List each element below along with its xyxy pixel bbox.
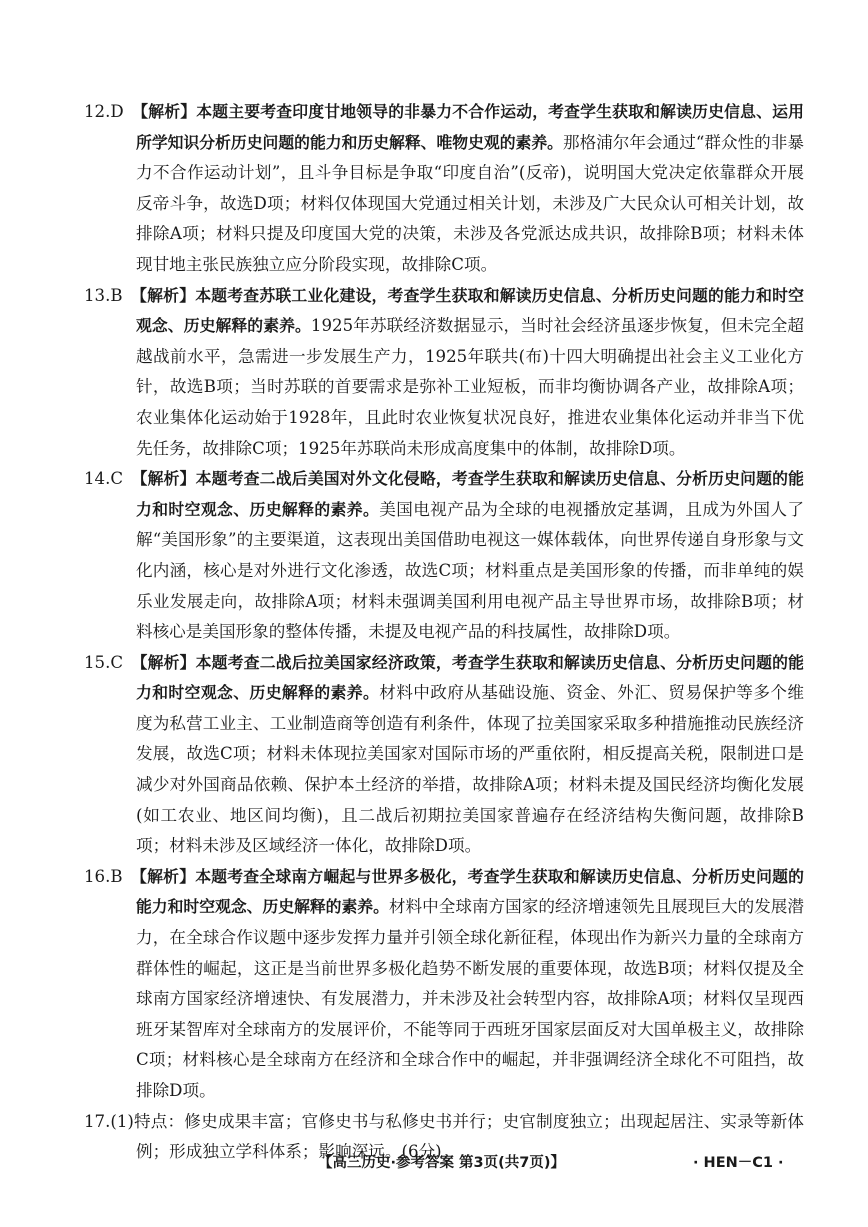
question-number: 15.: [84, 652, 111, 672]
question-number: 13.: [84, 285, 111, 305]
analysis-tag: 【解析】: [132, 102, 197, 121]
analysis-tag: 【解析】: [131, 652, 196, 672]
question-item: [84, 648, 804, 862]
question-item: [84, 862, 804, 1107]
question-item: [84, 281, 804, 465]
question-number: 14.: [84, 469, 111, 489]
question-body: 1925年苏联经济数据显示，当时社会经济虽逐步恢复，但未完全超越战前水平，急需进一步发展生产力，1925年联共(布)十四大明确提出社会主义工业化方针，故选B项；当时苏联的首要需求是弥补工业短板，而非均衡协调各产业，故排除A项；农业集体化运动始于1928年，且此时农业恢复状况良好，推进农业集体化运动并非当下优先任务，故排除C项；1925年苏联尚未形成高度集中的体制，故排除D项。: [136, 316, 804, 458]
question-body: 材料中全球南方国家的经济增速领先且展现巨大的发展潜力，在全球合作议题中逐步发挥力量并引领全球化新征程，体现出作为新兴力量的全球南方群体性的崛起，这正是当前世界多极化趋势不断发展的重要体现，故选B项；材料仅提及全球南方国家经济增速快、有发展潜力，并未涉及社会转型内容，故排除A项；材料仅呈现西班牙某智库对全球南方的发展评价，不能等同于西班牙国家层面反对大国单极主义，故排除C项；材料核心是全球南方在经济和全球合作中的崛起，并非强调经济全球化不可阻挡，故排除D项。: [136, 897, 804, 1100]
question-body: 材料中政府从基础设施、资金、外汇、贸易保护等多个维度为私营工业主、工业制造商等创造有利条件，体现了拉美国家采取多种措施推动民族经济发展，故选C项；材料未体现拉美国家对国际市场的严重依附，相反提高关税，限制进口是减少对外国商品依赖、保护本土经济的举措，故排除A项；材料未提及国民经济均衡化发展(如工农业、地区间均衡)，且二战后初期拉美国家普遍存在经济结构失衡问题，故排除B项；材料未涉及区域经济一体化，故排除D项。: [136, 683, 804, 856]
question-number: 16.: [84, 866, 111, 886]
question-body: 美国电视产品为全球的电视播放定基调，且成为外国人了解“美国形象”的主要渠道，这表现出美国借助电视这一媒体载体，向世界传递自身形象与文化内涵，核心是对外进行文化渗透，故选C项；材料重点是美国形象的传播，而非单纯的娱乐业发展走向，故排除A项；材料未强调美国利用电视产品主导世界市场，故排除B项；材料核心是美国形象的整体传播，未提及电视产品的科技属性，故排除D项。: [136, 499, 804, 642]
question-answer: B: [110, 866, 123, 886]
question-list: [84, 97, 804, 1107]
question-number: 12.: [84, 102, 111, 121]
question-intro: 本题考查二战后拉美国家经济政策，考查学生获取和解读历史信息、分析历史问题的能力和时空观念、历史解释的素养。: [136, 652, 804, 703]
question-body: 那格浦尔年会通过“群众性的非暴力不合作运动计划”，且斗争目标是争取“印度自治”(反帝)，说明国大党决定依靠群众开展反帝斗争，故选D项；材料仅体现国大党通过相关计划，未涉及广大民众认可相关计划，故排除A项；材料只提及印度国大党的决策，未涉及各党派达成共识，故排除B项；材料未体现甘地主张民族独立应分阶段实现，故排除C项。: [136, 132, 804, 274]
question-answer: C: [110, 652, 124, 672]
question-17-number: 17.: [84, 1111, 111, 1131]
question-17-text: (1)特点：修史成果丰富；官修史书与私修史书并行；史官制度独立；出现起居注、实录等新体例；形成独立学科体系；影响深远。(6分): [110, 1111, 804, 1162]
analysis-tag: 【解析】: [131, 469, 196, 489]
question-answer: B: [110, 285, 123, 305]
question-item: [84, 97, 804, 281]
question-intro: 本题考查苏联工业化建设，考查学生获取和解读历史信息、分析历史问题的能力和时空观念、历史解释的素养。: [136, 285, 804, 336]
question-answer: C: [110, 469, 124, 489]
question-intro: 本题考查全球南方崛起与世界多极化，考查学生获取和解读历史信息、分析历史问题的能力和时空观念、历史解释的素养。: [136, 866, 804, 917]
question-intro: 本题考查二战后美国对外文化侵略，考查学生获取和解读历史信息、分析历史问题的能力和时空观念、历史解释的素养。: [136, 469, 804, 519]
footer-code: · HEN－C1 ·: [693, 1155, 784, 1171]
question-answer: D: [110, 102, 124, 121]
question-intro: 本题主要考查印度甘地领导的非暴力不合作运动，考查学生获取和解读历史信息、运用所学知识分析历史问题的能力和历史解释、唯物史观的素养。: [136, 102, 804, 152]
analysis-tag: 【解析】: [130, 866, 196, 886]
analysis-tag: 【解析】: [130, 285, 196, 305]
question-item: [84, 464, 804, 648]
footer-page-info: 【高三历史·参考答案 第3页(共7页)】: [318, 1155, 565, 1171]
